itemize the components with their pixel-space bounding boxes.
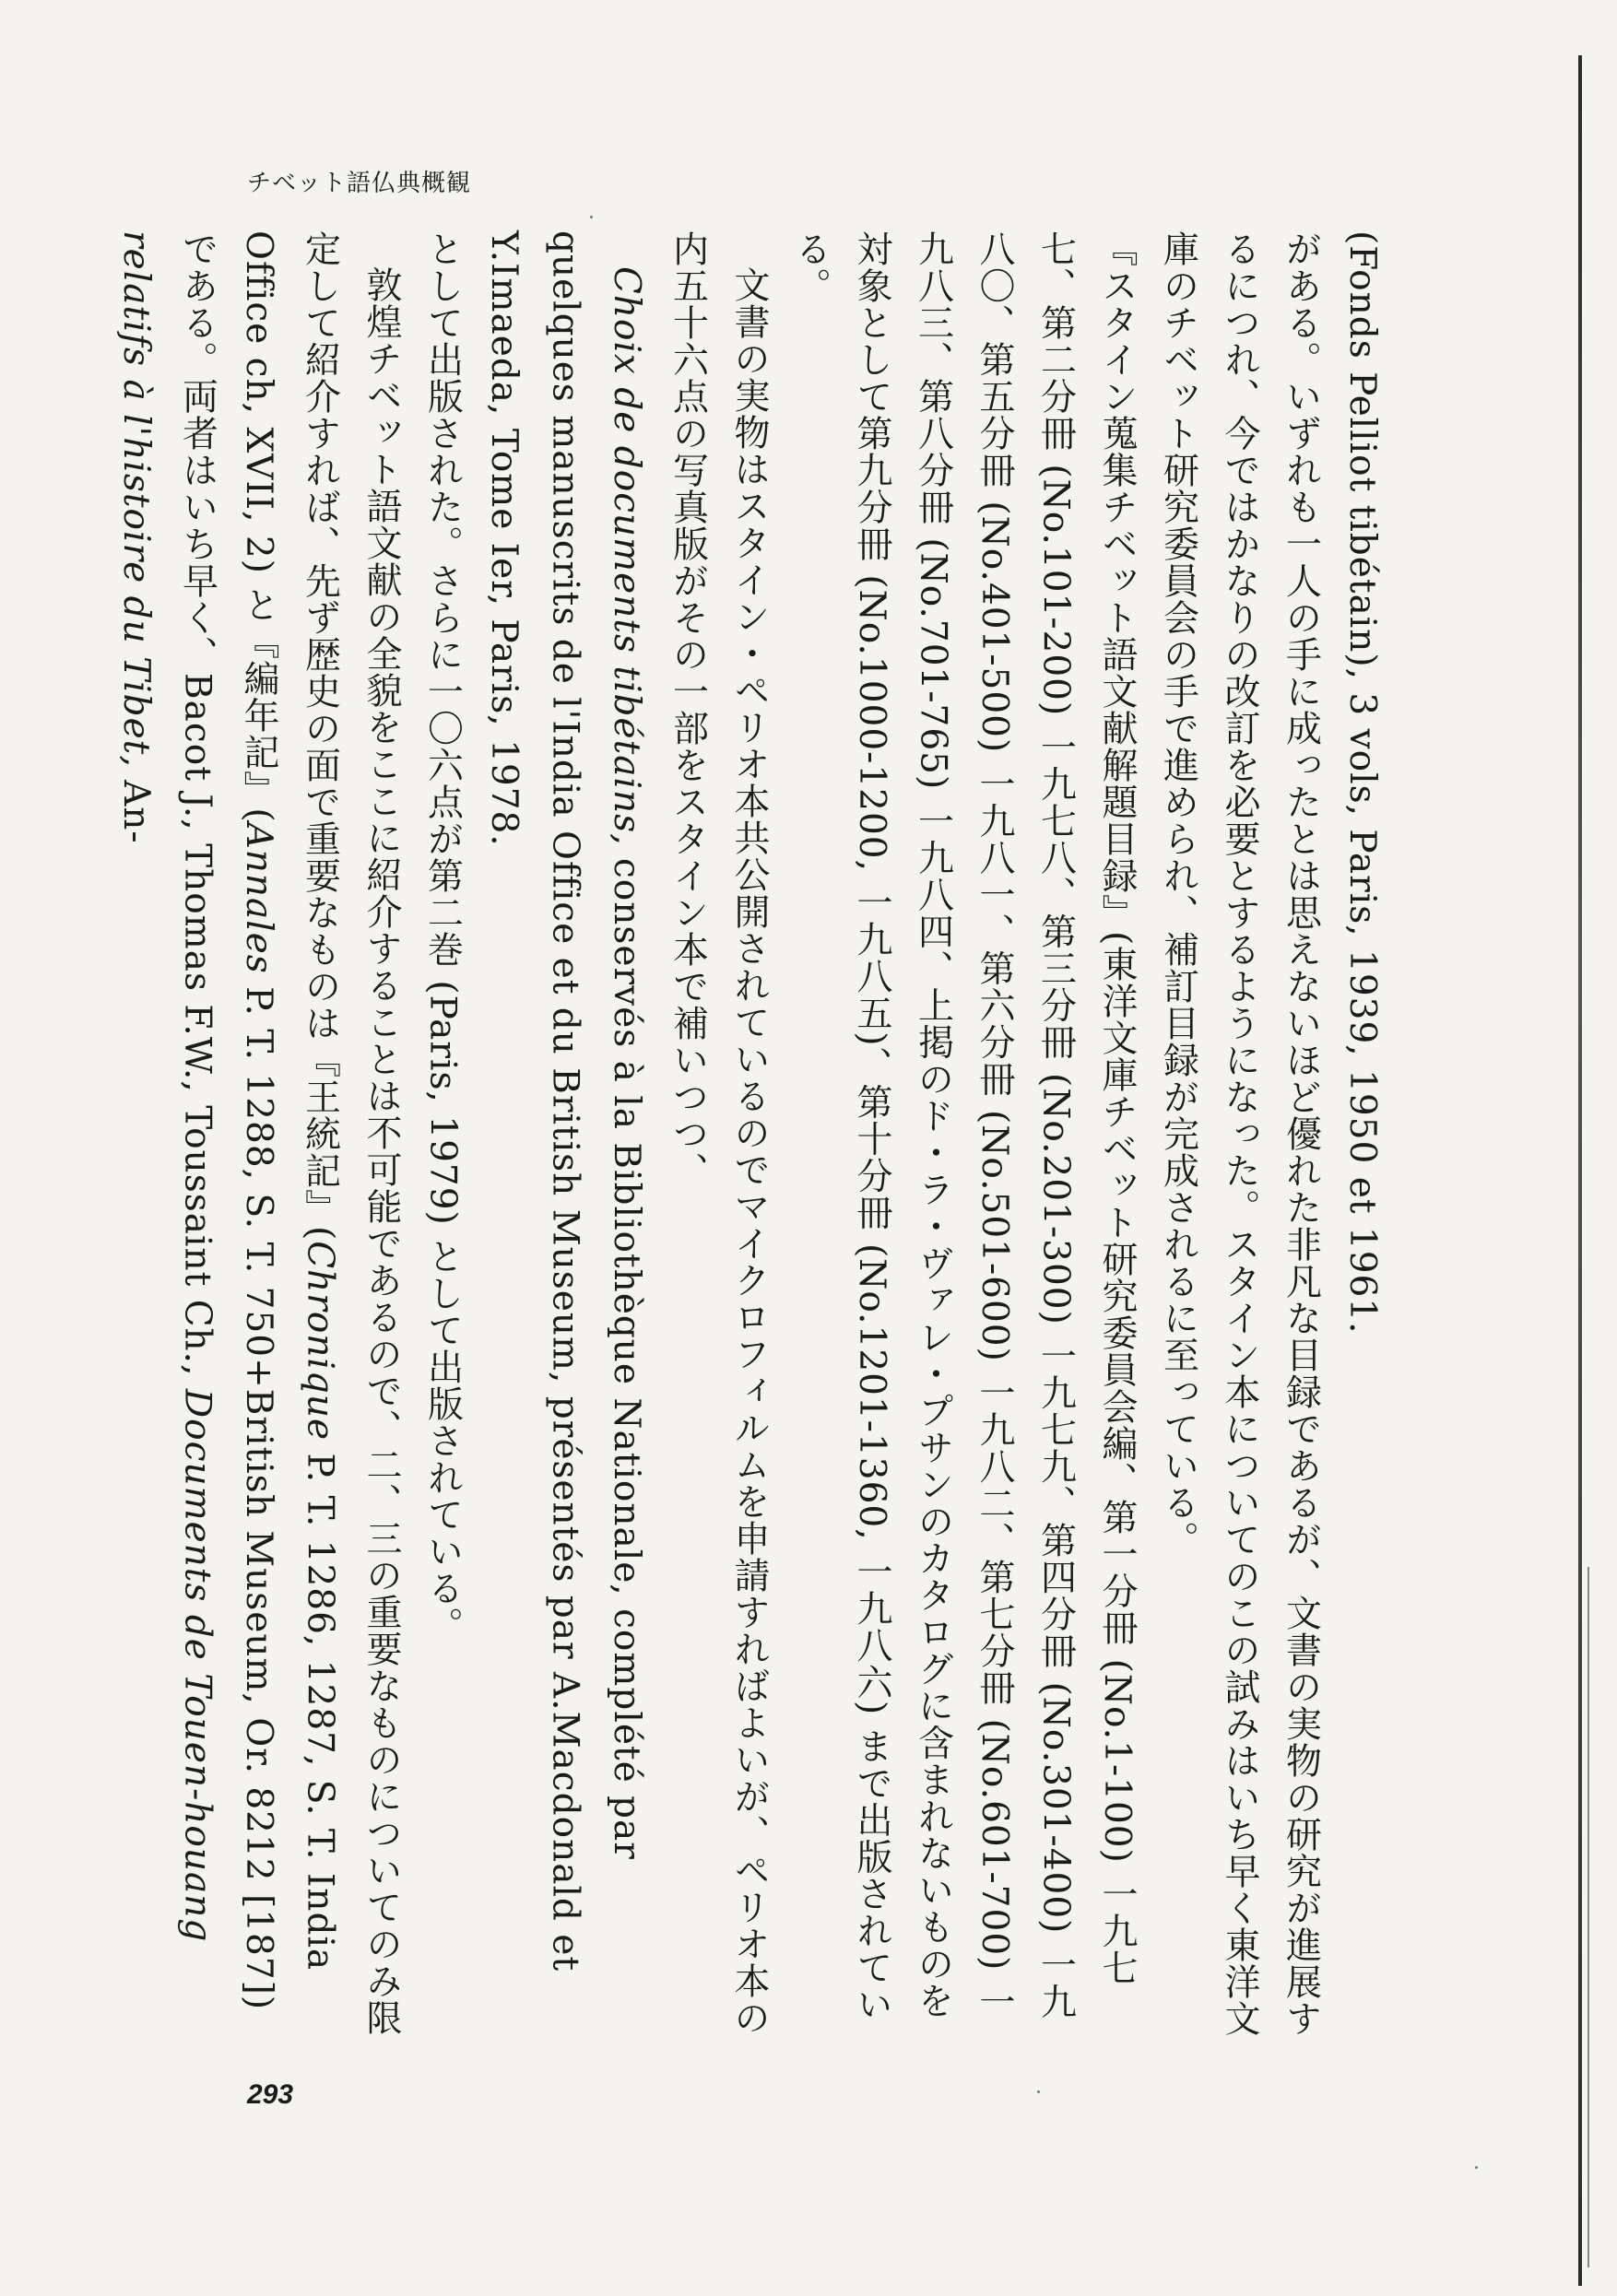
text-segment: として出版された。さらに一〇六点が第二巻 (Paris, 1979) として出版されている。 xyxy=(421,230,464,1644)
scan-speck xyxy=(1475,2166,1478,2169)
text-segment: conservés à la Bibliothèque Nationale, complété par quelques manuscrits de l'India Office et du British Museum, présentés par A.Macdonald et Y.Imaeda, Tome Ier, Paris, 1978. xyxy=(483,230,647,1972)
text-segment: 敦煌チベット語文献の全貌をここに紹介することは不可能であるので、二、三の重要なものについてのみ限定して紹介すれば、先ず歴史の面で重要なものは『王統記』( xyxy=(299,230,402,2036)
vertical-body-text xyxy=(115,230,1392,2037)
text-segment: P. T. 1286, 1287, S. T. India Office ch, XVII, 2) と『編年記』( xyxy=(238,230,341,1972)
paragraph-catalogue-comment xyxy=(1147,230,1331,2037)
text-segment: (Fonds Pelliot tibétain), 3 vols, Paris, 1939, 1950 et 1961. xyxy=(1341,230,1383,1335)
text-segment: 文書の実物はスタイン・ペリオ本共公開されているのでマイクロフィルムを申請すればよいが、ペリオ本の内五十六点の写真版がその一部をスタイン本で補いつつ、 xyxy=(667,230,770,2036)
running-header: チベット語仏典概観 xyxy=(247,170,472,197)
book-title: Chronique xyxy=(299,1241,341,1442)
scan-speck xyxy=(1037,2090,1040,2093)
paragraph-second-volume xyxy=(411,230,473,2037)
paragraph-microfilm xyxy=(656,230,779,2037)
paragraph-catalogue-title xyxy=(1331,230,1393,2037)
text-segment: 『スタイン蒐集チベット語文献解題目録』(東洋文庫チベット研究委員会編、第一分冊 (No.1-100) 一九七七、第二分冊 (No.101-200) 一九七八、第三分冊 (No.201-300) 一九七九、第四分冊 (No.301-400) 一九八〇、第五分冊 (No.401-500) 一九八一、第六分冊 (No.501-600) 一九八二、第七分冊 (No.601-700) 一九八三、第八分冊 (No.701-765) 一九八四、上掲のド・ラ・ヴァレ・プサンのカタログに含まれないものを対象として第九分冊 (No.1000-1200, 一九八五)、第十分冊 (No.1201-1360, 一九八六) まで出版されている。 xyxy=(789,230,1138,2023)
paragraph-dunhuang-overview xyxy=(105,230,412,2037)
paragraph-choix-citation xyxy=(473,230,657,2037)
page-number: 293 xyxy=(247,2079,294,2110)
text-segment: がある。いずれも一人の手に成ったとは思えないほど優れた非凡な目録であるが、文書の実物の研究が進展するにつれ、今ではかなりの改訂を必要とするようになった。スタイン本についてのこの試みはいち早く東洋文庫のチベット研究委員会の手で進められ、補訂目録が完成されるに至っている。 xyxy=(1157,230,1322,2037)
scan-binding-edge xyxy=(1578,55,1582,2286)
text-segment: P. T. 1288, S. T. 750+British Museum, Or. 8212 [187]) である。両者はいち早く、Bacot J., Thomas F.W., Toussaint Ch., xyxy=(176,230,279,2011)
book-title: Annales xyxy=(238,822,279,974)
paragraph-stein-catalogue xyxy=(779,230,1147,2037)
book-title: Choix de documents tibétains, xyxy=(606,266,647,846)
scan-binding-edge-secondary xyxy=(1587,1567,1589,2267)
text-segment: An- xyxy=(115,767,157,844)
book-title: Documents de Touen-houang relatifs à l'histoire du Tibet, xyxy=(115,230,218,1943)
scan-speck xyxy=(590,216,593,218)
